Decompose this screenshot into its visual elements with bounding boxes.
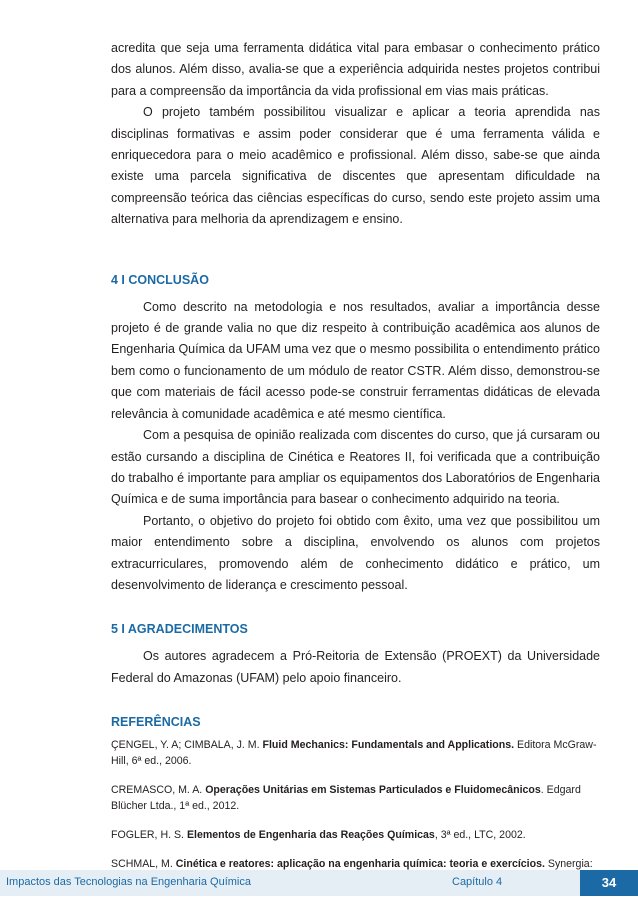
footer-book-title: Impactos das Tecnologias na Engenharia Química [6,876,251,888]
footer-chapter: Capítulo 4 [452,876,503,888]
page-content [111,38,600,872]
section-heading-conclusao: 4 I CONCLUSÃO [111,272,209,287]
conclusao-paragraph-2: Com a pesquisa de opinião realizada com discentes do curso, que já cursaram ou estão cursando a disciplina de Cinética e Reatores II, foi verificada que a contribuição do trabalho é importante para ampliar os equipamentos dos Laboratórios de Engenharia Química e de suma importância para basear o conhecimento adquirido na teoria. [111,428,600,507]
section-heading-referencias: REFERÊNCIAS [111,715,201,730]
reference-item: FOGLER, H. S. Elementos de Engenharia das Reações Químicas, 3ª ed., LTC, 2002. [111,829,526,842]
page-footer [0,870,638,896]
reference-item: SCHMAL, M. Cinética e reatores: aplicação na engenharia química: teoria e exercícios. Synergia: [111,858,593,871]
agradecimentos-paragraph: Os autores agradecem a Pró-Reitoria de Extensão (PROEXT) da Universidade Federal do Amazonas (UFAM) pelo apoio financeiro. [111,649,600,685]
conclusao-paragraph-3: Portanto, o objetivo do projeto foi obtido com êxito, uma vez que possibilitou um maior entendimento sobre a disciplina, envolvendo os alunos com projetos extracurriculares, promovendo além de conhecimento didático e prático, um desenvolvimento de liderança e crescimento pessoal. [111,513,600,592]
intro-paragraph-2: O projeto também possibilitou visualizar e aplicar a teoria aprendida nas disciplinas formativas e assim poder considerar que é uma ferramenta válida e enriquecedora para o meio acadêmico e profissional. Além disso, sabe-se que ainda existe uma parcela significativa de discentes que apresentam dificuldade na compreensão teórica das ciências específicas do curso, sendo este projeto assim uma alternativa para melhoria da aprendizagem e ensino. [111,105,600,227]
section-heading-agradecimentos: 5 I AGRADECIMENTOS [111,622,248,637]
intro-paragraph: acredita que seja uma ferramenta didática vital para embasar o conhecimento prático dos alunos. Além disso, avalia-se que a experiência adquirida nestes projetos contribui para a compreensão da importância da vida profissional em vias mais práticas. [111,41,600,98]
reference-item: ÇENGEL, Y. A; CIMBALA, J. M. Fluid Mechanics: Fundamentals and Applications. Editora McGraw-Hill, 6ª ed., 2006. [111,739,597,768]
reference-item: CREMASCO, M. A. Operações Unitárias em Sistemas Particulados e Fluidomecânicos. Edgard Blücher Ltda., 1ª ed., 2012. [111,784,581,813]
conclusao-paragraph-1: Como descrito na metodologia e nos resultados, avaliar a importância desse projeto é de grande valia no que diz respeito à contribuição acadêmica aos alunos de Engenharia Química da UFAM uma vez que o mesmo possibilita o entendimento prático bem como o funcionamento de um módulo de reator CSTR. Além disso, demonstrou-se que com materiais de fácil acesso pode-se construir ferramentas didáticas de elevada relevância à comunidade acadêmica e até mesmo científica. [111,299,600,421]
footer-page-number: 34 [580,870,638,896]
